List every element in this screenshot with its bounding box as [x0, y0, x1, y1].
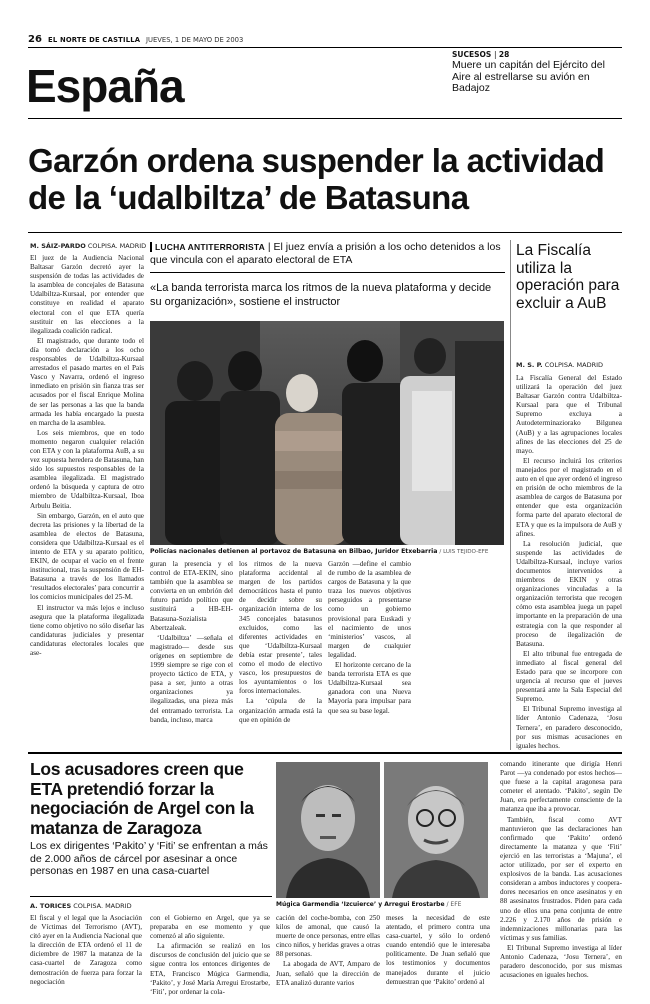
- teaser-section: SUCESOS: [452, 50, 492, 59]
- kicker-rule: [150, 272, 505, 273]
- kicker-text: El juez envía a prisión a los ocho detenidos a los que vincula con el aparato electoral de ETA: [150, 241, 501, 266]
- story-divider: [28, 752, 622, 754]
- second-column-4: meses la necesidad de este atentado, el primero contra una casa-cuartel, y sólo lo ordenó cuando entendió que le interesaba políticamente. De Juan señaló que los testimonios y documentos manejados durante el juicio demuestran que ‘Pakito’ ordenó al: [386, 914, 490, 986]
- teaser-page: 28: [498, 50, 510, 59]
- section-title: España: [26, 60, 184, 112]
- portrait-mugica: [276, 762, 380, 898]
- pull-quote: «La banda terrorista marca los ritmos de la nueva plataforma y decide su organización», sostiene el instructor: [150, 282, 492, 308]
- teaser-text: Muere un capitán del Ejército del Aire al estrellarse su avión en Badajoz: [452, 59, 605, 94]
- main-column-1: El juez de la Audiencia Nacional Baltasar Garzón decretó ayer la suspensión de todas las actividades de la asamblea de concejales de Batasuna Udalbiltza-Kursaal, por entender que constituye en realidad el aparato electoral con el que ETA quería sustituir en las elecciones a la ilegalizada coalición radical. El magistrado, que durante todo el día tomó declaración a los ocho responsables de Udalbiltza-Kursaal arrestados el pasado martes en el País Vasco y Navarra, ordenó el ingreso inmediato en prisión sin fianza tras ser acusados por el fiscal Enrique Molina de ser las personas a las que la banda armada les había encargado la puesta en marcha de la asamblea. Los seis miembros, que en todo momento negaron cualquier relación con ETA y con la plataforma AuB, a su vez supuesta heredera de Batasuna, han sido los supuestos responsables de la asamblea ilegalizada. El magistrado ordenó la búsqueda y captura de otro miembro de Udalbiltza-Kursaal, Iboa Arbulu Beitia. Sin embargo, Garzón, en el auto que decreta las prisiones y la libertad de la asamblea de electos de Batasuna, considera que Udalbiltza-Kursaal es el intento de ETA y su aparato político, EKIN, de ocupar el vacío en el frente institucional, tras la suspensión de EH-Batasuna a través de los llamados ‘resultados electorales’ para concurrir a los comicios municipales del 25-M. El instructor va más lejos e incluso asegura que la plataforma ilegalizada tiene como objetivo no sólo diseñar las candidaturas judiciales y presentar candidaturas electorales locales que ase-: [30, 254, 144, 658]
- arrest-photo-illustration: [150, 321, 504, 545]
- side-byline: M. S. P. COLPISA. MADRID: [516, 361, 604, 369]
- second-headline: Los acusadores creen que ETA pretendió forzar la negociación de Argel con la matanza de Zaragoza: [30, 759, 254, 838]
- second-deck: Los ex dirigentes ‘Pakito’ y ‘Fiti’ se enfrentan a más de 2.000 años de cárcel por asesinar a once personas en 1987 en una casa-cuartel: [30, 840, 268, 877]
- section-rule: [28, 118, 622, 119]
- side-column: La Fiscalía General del Estado utilizará la operación del juez Baltasar Garzón contra Udalbiltza-Kursaal para que el Tribunal Supremo excluya a Autodeterminaziorako Bilgunea (AuB) y a las agrupaciones locales afines de las elecciones del 25 de mayo. El recurso incluirá los criterios manejados por el magistrado en el auto en el que ayer ordenó el ingreso en prisión de ocho miembros de la asamblea de cargos de Batasuna por entender que esta organización forma parte del aparato electoral de ETA y que es la impulsora de AuB y afines. La resolución judicial, que suspende las actividades de Udalbiltza-Kursaal, incluye varios documentos intervenidos a miembros de EKIN y otras organizaciones vinculadas a la organización terrorista que recogen cómo esta asamblea juega un papel importante en la preparación de una estrategia con la que responder al proceso de ilegalización de Batasuna. El alto tribunal fue entregada de inmediato al fiscal general del Estado para que se incorpore con urgencia al recurso que el jueves presentará ante la Sala Especial del Supremo. El Tribunal Supremo investiga al líder Antonio Cadenaza, ‘Josu Ternera’, en paradero desconocido, por sus mismas acusaciones en iguales hechos.: [516, 374, 622, 750]
- kicker-label: LUCHA ANTITERRORISTA: [150, 242, 265, 252]
- teaser-box[interactable]: SUCESOS | 28 Muere un capitán del Ejército del Aire al estrellarse su avión en Badajoz: [452, 50, 622, 95]
- main-column-3: los ritmos de la nueva plataforma accidental al margen de los partidos democráticos hasta el punto de decidir sobre su organización interna de los 345 concejales batasunos excluidos, como las diferentes actividades en que ‘Udalbiltza-Kursaal debía estar presente’, tales como el modo de electivo vasco, los presupuestos de los ayuntamientos o los foros internacionales. La ‘cúpula de la organización armada está la que en opinión de: [239, 560, 322, 724]
- second-column-3: cación del coche-bomba, con 250 kilos de amonal, que causó la muerte de once personas, entre ellas cinco niños, y heridas graves a otras 88 personas. La abogada de AVT, Amparo de Juan, señaló que la dirección de ETA analizó durante varios: [276, 914, 380, 987]
- paper-name: EL NORTE DE CASTILLA: [48, 36, 141, 44]
- main-column-2: guran la presencia y el control de ETA-EKIN, sino también que la asamblea se convierta en un embrión del futuro partido político que sustituirá a HB-EH-Batasuna-Sozialista Abertzaleak. ‘Udalbiltza’ —señala el magistrado— desde sus orígenes en septiembre de 1999 siempre se rige con el proyecto táctico de ETA, y pasa a ser, junto a otras organizaciones ya ilegalizadas, una pieza más del entramado terrorista. La banda, incluso, marca: [150, 560, 233, 724]
- portrait-arregui: [384, 762, 488, 898]
- arrest-photo: [150, 321, 504, 545]
- second-column-1: El fiscal y el legal que la Asociación de Víctimas del Terrorismo (AVT), citó ayer en la Audiencia Nacional que la dirección de ETA ordenó el 11 de diciembre de 1987 la matanza de la casa-cuartel de Zaragoza como demostración de fuerza para forzar la negociación: [30, 914, 142, 986]
- side-column-rule: [510, 240, 511, 750]
- portrait-caption: Múgica Garmendia ‘Izcuierce’ y Arregui Erostarbe / EFE: [276, 901, 462, 908]
- main-byline: M. SÁIZ-PARDO COLPISA. MADRID: [30, 242, 147, 250]
- second-column-5: comando itinerante que dirigía Henri Parot —ya condenado por estos hechos— que fuese a la capital aragonesa para cometer el atentado. ‘Pakito’, según De Juan, era perfectamente consciente de la matanza que iba a provocar. También, fiscal como AVT mantuvieron que las declaraciones han confirmado que ‘Pakito’ ordenó directamente la matanza y que ‘Fiti’ ejerció en las terroristas a ‘Majuna’, el actor utilizado, por ser el experto en explosivos de la banda. Las acusaciones consideran a ambos inductores y cooperadores necesarios en once asesinatos y en 88 asesinatos frustrados. Piden para cada uno de ellos una pena conjunta de entre 2.226 y 2.170 años de prisión e indemnizaciones millonarias para las víctimas y sus familias. El Tribunal Supremo investiga al líder Antonio Cadenaza, ‘Josu Ternera’, en paradero desconocido, por sus mismas acusaciones en iguales hechos.: [500, 760, 622, 980]
- side-headline: La Fiscalía utiliza la operación para excluir a AuB: [516, 242, 620, 312]
- kicker-block: LUCHA ANTITERRORISTA | El juez envía a prisión a los ocho detenidos a los que vincula con el aparato electoral de ETA: [150, 241, 501, 266]
- second-column-2: con el Gobierno en Argel, que ya se preparaba en ese momento y que comenzó al año siguiente. La afirmación se realizó en los discursos de conclusión del juicio que se sigue contra los entonces dirigentes de ETA, Francisco Múgica Garmendia, ‘Pakito’, y José María Arregui Erostarbe, ‘Fiti’, por ordenar la cola-: [150, 914, 270, 996]
- headline-rule: [28, 232, 622, 233]
- page-number: 26: [28, 34, 42, 45]
- photo-caption: Policías nacionales detienen al portavoz de Batasuna en Bilbao, Juridor Etxebarria / LUIS TEJIDO-EFE: [150, 548, 489, 555]
- main-column-4: Garzón —define el cambio de rumbo de la asamblea de cargos de Batasuna y la que traza los nuevos objetivos perseguidos a presentarse como un gobierno provisional para Euskadi y el nacimiento de unos ‘ministerios’ vascos, al margen de cualquier legalidad. El horizonte cercano de la banda terrorista ETA es que Udalbiltza-Kursaal sea ganadora con una Nueva Mayoría para impulsar para que sea su base legal.: [328, 560, 411, 715]
- main-headline: Garzón ordena suspender la actividad de la ‘udalbiltza’ de Batasuna: [28, 142, 605, 216]
- second-byline: A. TORICES COLPISA. MADRID: [30, 902, 132, 910]
- deck-rule: [30, 896, 272, 897]
- masthead-rule: [28, 47, 622, 48]
- issue-date: JUEVES, 1 DE MAYO DE 2003: [146, 36, 244, 44]
